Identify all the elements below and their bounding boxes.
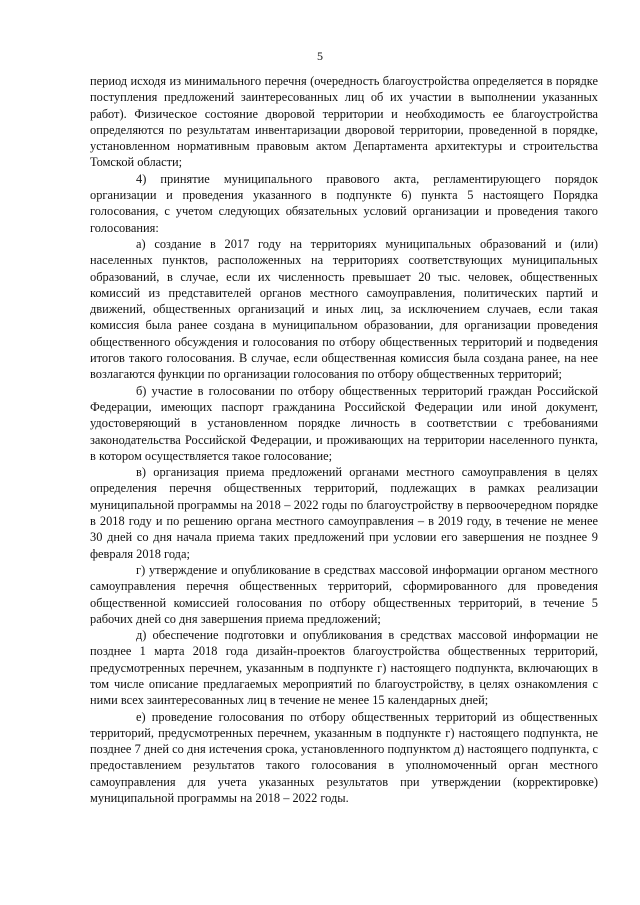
- paragraph-subitem-b: б) участие в голосовании по отбору общественных территорий граждан Российской Федерации, имеющих паспорт гражданина Российской Федерации или иной документ, удостоверяющий в установленном порядке личность в соответствии с требованиями законодательства Российской Федерации, и проживающих на территории населенного пункта, в котором осуществляется такое голосование;: [90, 383, 598, 463]
- paragraph-subitem-e: е) проведение голосования по отбору общественных территорий из общественных территорий, предусмотренных перечнем, указанным в подпункте г) настоящего подпункта, не позднее 7 дней со дня истечения срока, установленного подпунктом д) настоящего подпункта, с предоставлением результатов такого голосования в уполномоченный орган местного самоуправления для учета указанных результатов при утверждении (корректировке) муниципальной программы на 2018 – 2022 годы.: [90, 709, 598, 806]
- paragraph-item-4: 4) принятие муниципального правового акта, регламентирующего порядок организации и проведения указанного в подпункте 6) пункта 5 настоящего Порядка голосования, с учетом следующих обязательных условий организации и проведения такого голосования:: [90, 171, 598, 235]
- paragraph-subitem-g: г) утверждение и опубликование в средствах массовой информации органом местного самоуправления перечня общественных территорий, сформированного для проведения общественной комиссией голосования по отбору общественных территорий, в течение 5 рабочих дней со дня завершения приема предложений;: [90, 562, 598, 626]
- paragraph-continuation: период исходя из минимального перечня (очередность благоустройства определяется в порядке поступления предложений заинтересованных лиц об их участии в выполнении указанных работ). Физическое состояние дворовой территории и необходимость ее благоустройства определяются по результатам инвентаризации дворовой территории, проведенной в порядке, установленном нормативным правовым актом Департамента архитектуры и строительства Томской области;: [90, 74, 598, 170]
- paragraph-subitem-v: в) организация приема предложений органами местного самоуправления в целях определения перечня общественных территорий, подлежащих в рамках реализации муниципальной программы на 2018 – 2022 годы по благоустройству в первоочередном порядке в 2018 году и по решению органа местного самоуправления – в 2019 году, в течение не менее 30 дней со дня начала приема таких предложений при условии его завершения не позднее 9 февраля 2018 года;: [90, 465, 598, 561]
- paragraph-subitem-d: д) обеспечение подготовки и опубликования в средствах массовой информации не позднее 1 марта 2018 года дизайн-проектов благоустройства общественных территорий, предусмотренных перечнем, указанным в подпункте г) настоящего подпункта, включающих в том числе описание предлагаемых мероприятий по благоустройству, в целях ознакомления с ними всех заинтересованных лиц в течение не менее 15 календарных дней;: [90, 628, 598, 708]
- page-number: 5: [317, 49, 323, 63]
- document-body: [90, 73, 598, 806]
- paragraph-subitem-a: а) создание в 2017 году на территориях муниципальных образований и (или) населенных пунктов, расположенных на территориях соответствующих муниципальных образований, в случае, если их численность превышает 20 тыс. человек, общественных комиссий из представителей органов местного самоуправления, политических партий и движений, общественных организаций и иных лиц, за исключением случаев, если такая комиссия была ранее создана в муниципальном образовании, для организации проведения общественного обсуждения и голосования по отбору общественных территорий и подведения итогов такого голосования. В случае, если общественная комиссия была создана ранее, на нее возлагаются функции по организации голосования по отбору общественных территорий;: [90, 236, 598, 382]
